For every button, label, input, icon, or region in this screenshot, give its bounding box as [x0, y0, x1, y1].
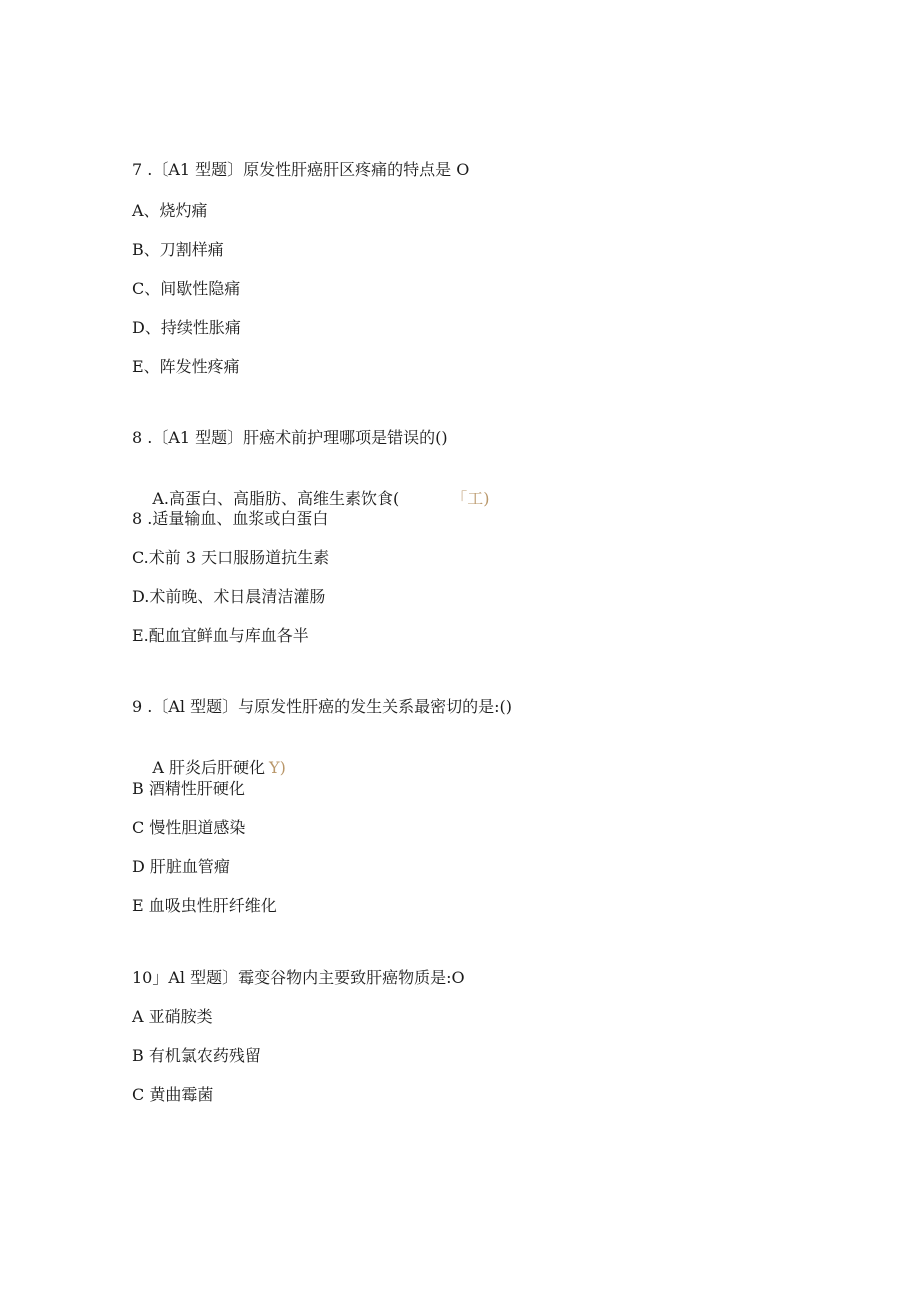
question-10-stem: 10」Al 型题〕霉变谷物内主要致肝癌物质是:O	[132, 968, 465, 987]
q9-option-a-text: A 肝炎后肝硬化	[152, 758, 265, 777]
q8-option-b: 8 .适量输血、血浆或白蛋白	[132, 509, 329, 528]
q7-option-e: E、阵发性疼痛	[132, 357, 240, 376]
question-8-stem: 8 .〔A1 型题〕肝癌术前护理哪项是错误的()	[132, 428, 448, 447]
q10-option-a: A 亚硝胺类	[132, 1007, 213, 1026]
question-9-stem: 9 .〔Al 型题〕与原发性肝癌的发生关系最密切的是:()	[132, 697, 512, 716]
q10-option-c: C 黄曲霉菌	[132, 1085, 214, 1104]
q9-option-b: B 酒精性肝硬化	[132, 779, 245, 798]
q8-option-a-text: A.高蛋白、高脂肪、高维生素饮食(	[152, 489, 400, 508]
q7-option-b: B、刀割样痛	[132, 240, 224, 259]
q7-option-c: C、间歇性隐痛	[132, 279, 241, 298]
q9-answer-mark: Y)	[269, 758, 286, 777]
q7-option-d: D、持续性胀痛	[132, 318, 241, 337]
q10-option-b: B 有机氯农药残留	[132, 1046, 261, 1065]
q8-answer-mark: 「工)	[459, 489, 490, 508]
q7-option-a: A、烧灼痛	[132, 201, 208, 220]
q9-option-c: C 慢性胆道感染	[132, 818, 246, 837]
q9-option-d: D 肝脏血管瘤	[132, 857, 230, 876]
q9-option-e: E 血吸虫性肝纤维化	[132, 896, 277, 915]
q8-option-c: C.术前 3 天口服肠道抗生素	[132, 548, 330, 567]
question-7-stem: 7 .〔A1 型题〕原发性肝癌肝区疼痛的特点是 O	[132, 160, 470, 179]
q8-option-e: E.配血宜鲜血与库血各半	[132, 626, 309, 645]
q8-option-d: D.术前晚、术日晨清洁灌肠	[132, 587, 326, 606]
